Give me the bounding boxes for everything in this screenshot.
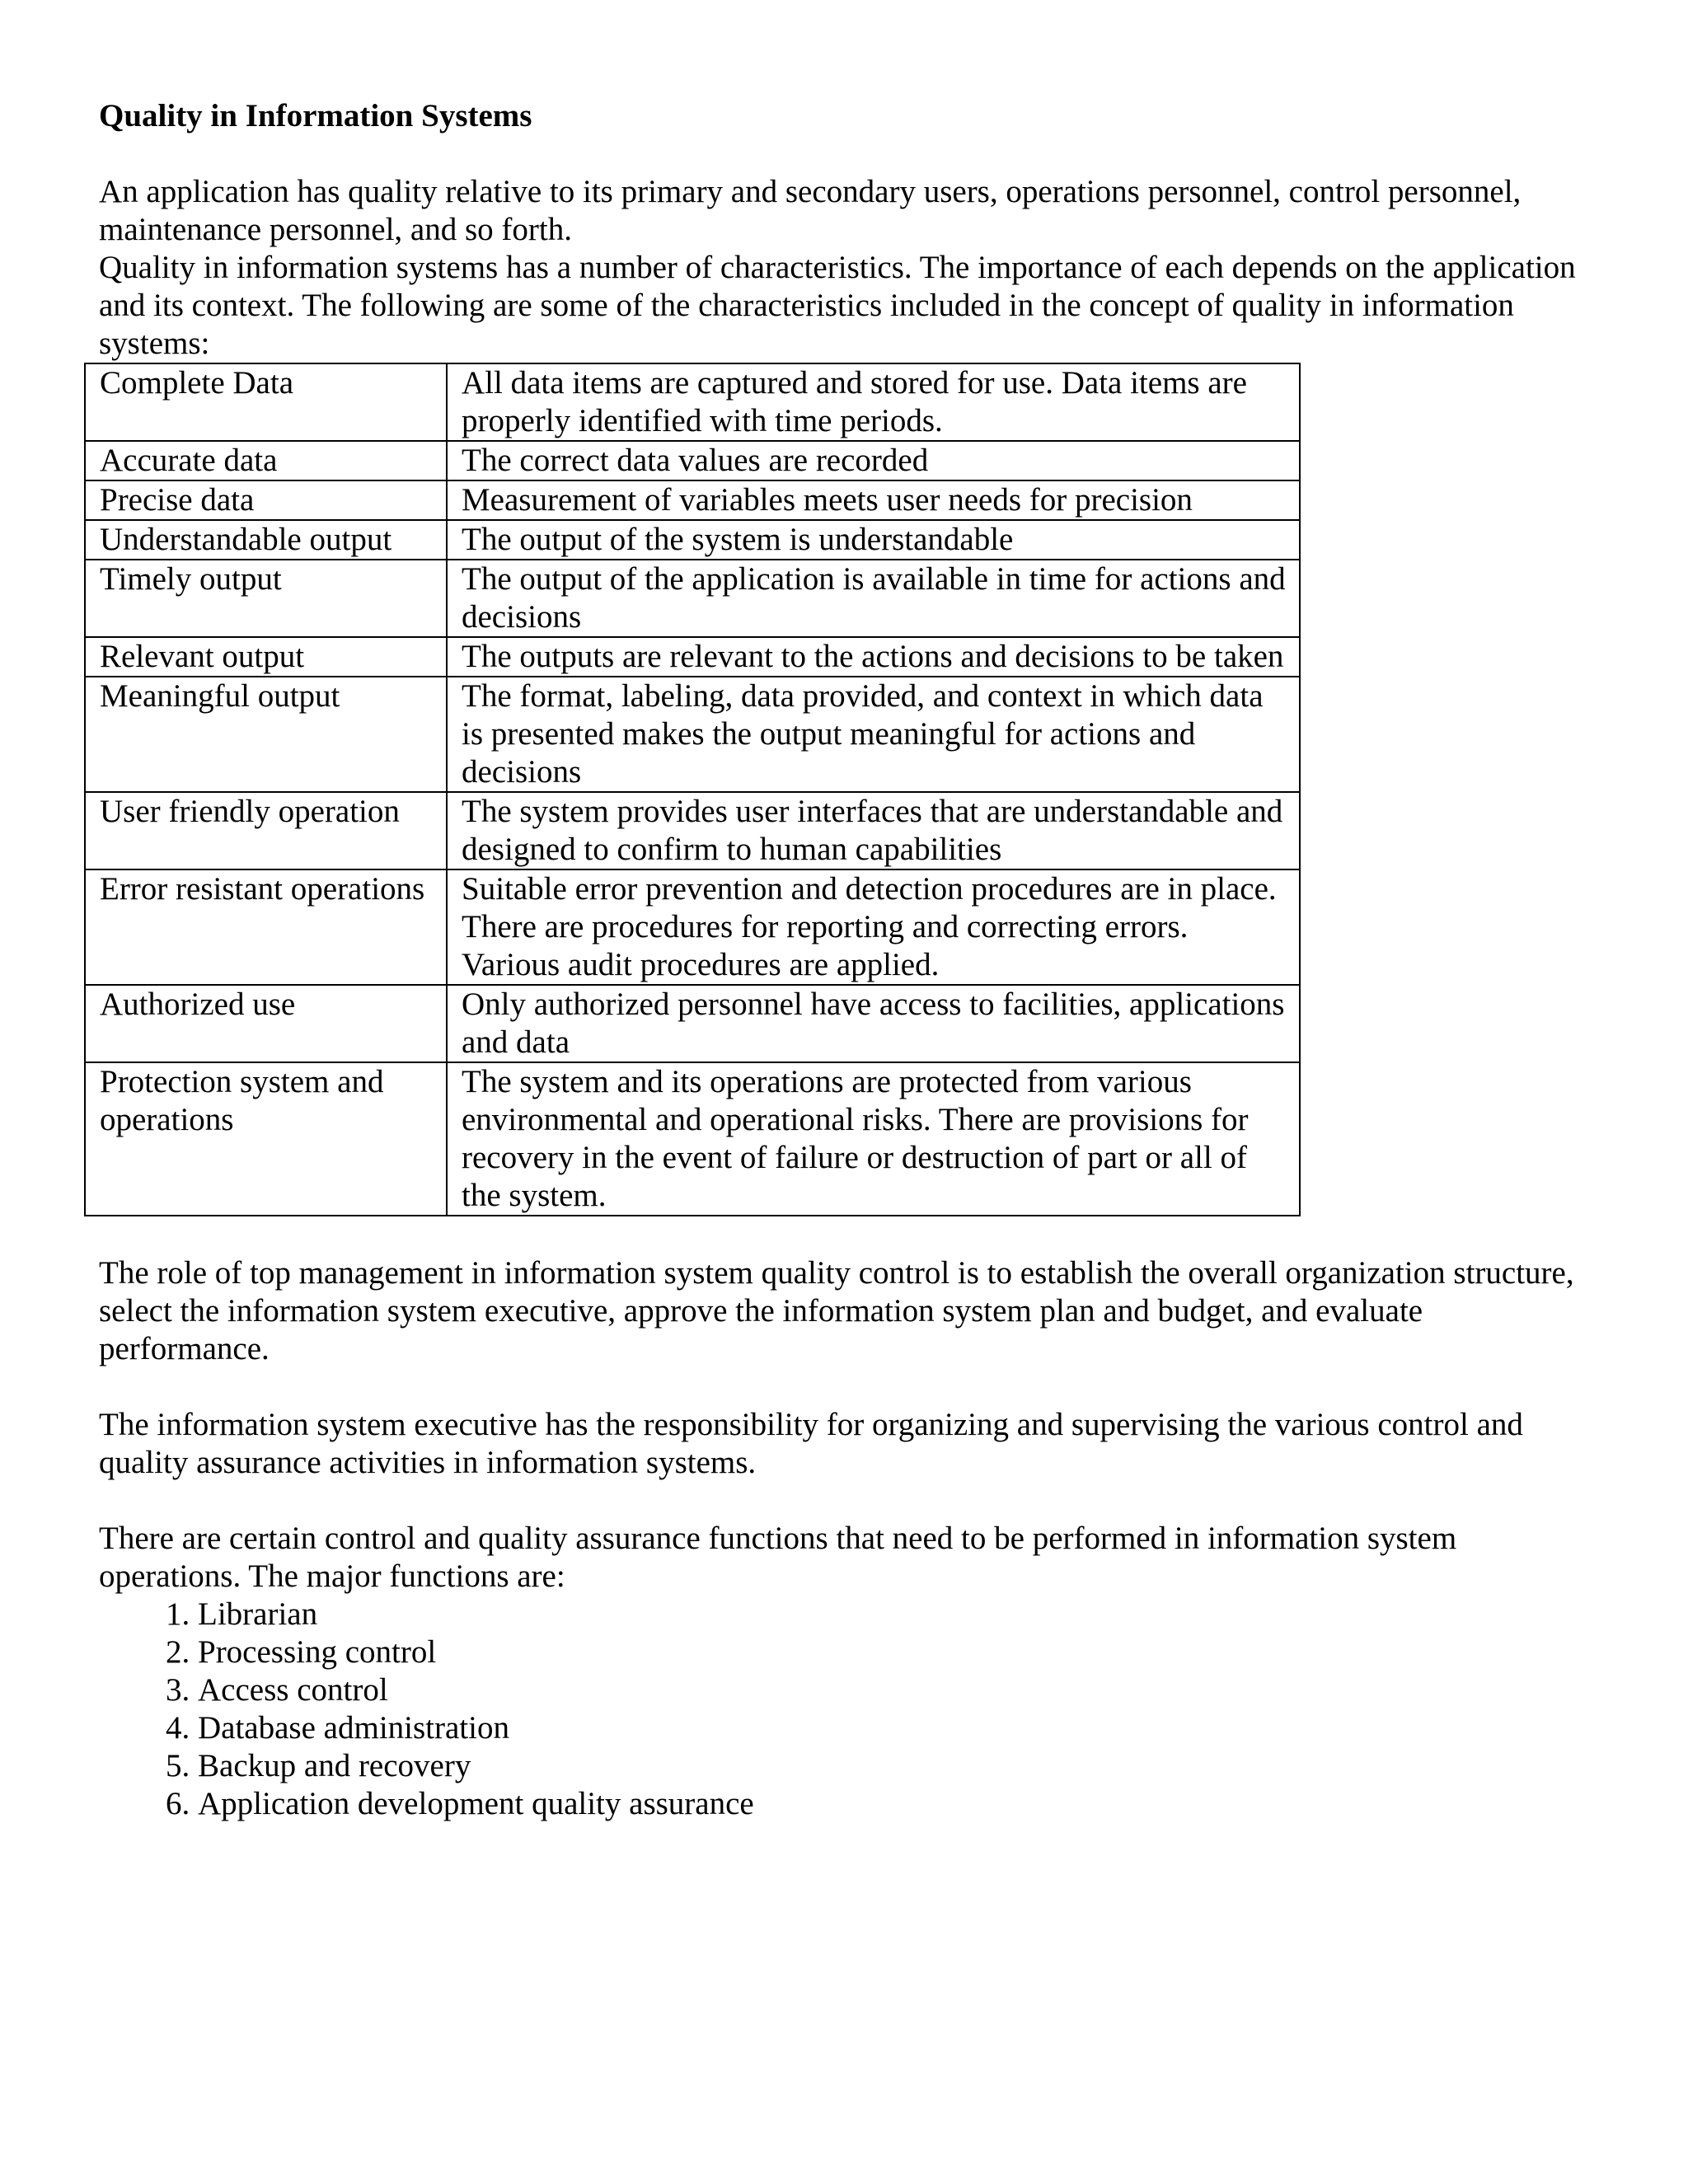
table-row [85, 869, 1300, 985]
table-cell-term: Protection system and operations [85, 1062, 447, 1216]
table-cell-term: Timely output [85, 560, 447, 637]
table-cell-term: Meaningful output [85, 677, 447, 792]
table-cell-term: Understandable output [85, 520, 447, 560]
table-cell-description: The system and its operations are protected from various environmental and operational risks. There are provisions for recovery in the event of failure or destruction of part or all of the system. [447, 1062, 1300, 1216]
table-row [85, 1062, 1300, 1216]
table-cell-description: The correct data values are recorded [447, 441, 1300, 480]
table-cell-term: Accurate data [85, 441, 447, 480]
table-row [85, 560, 1300, 637]
table-row [85, 480, 1300, 520]
intro-paragraph-2: Quality in information systems has a number of characteristics. The importance of each depends on the application and its context. The following are some of the characteristics included in the concept of quality in information systems: [99, 250, 1576, 361]
list-item: 1. Librarian [198, 1596, 1582, 1633]
body-paragraph-1: The role of top management in information system quality control is to establish the overall organization structure, select the information system executive, approve the information system plan and budget, and evaluate performance. [99, 1255, 1574, 1366]
intro-paragraph-1: An application has quality relative to its primary and secondary users, operations personnel, control personnel, maintenance personnel, and so forth. [99, 174, 1522, 247]
list-item: 2. Processing control [198, 1633, 1582, 1671]
table-row [85, 520, 1300, 560]
list-item: 4. Database administration [198, 1709, 1582, 1747]
table-cell-description: The output of the application is available in time for actions and decisions [447, 560, 1300, 637]
table-cell-description: Measurement of variables meets user needs for precision [447, 480, 1300, 520]
paragraph-spacer [99, 1368, 1582, 1406]
table-cell-description: All data items are captured and stored for use. Data items are properly identified with time periods. [447, 363, 1300, 441]
table-row [85, 637, 1300, 677]
table-cell-term: Authorized use [85, 985, 447, 1062]
table-cell-description: The output of the system is understandable [447, 520, 1300, 560]
table-row [85, 441, 1300, 480]
table-cell-description: The format, labeling, data provided, and context in which data is presented makes the output meaningful for actions and decisions [447, 677, 1300, 792]
table-cell-description: The system provides user interfaces that are understandable and designed to confirm to human capabilities [447, 792, 1300, 869]
table-row [85, 792, 1300, 869]
functions-list [99, 1596, 1582, 1823]
document-page [99, 97, 1582, 1823]
list-item: 3. Access control [198, 1671, 1582, 1709]
paragraph-spacer [99, 1482, 1582, 1520]
document-title: Quality in Information Systems [99, 98, 532, 134]
list-item: 6. Application development quality assurance [198, 1785, 1582, 1823]
quality-characteristics-table [84, 363, 1301, 1216]
table-cell-description: The outputs are relevant to the actions and decisions to be taken [447, 637, 1300, 677]
table-cell-term: Relevant output [85, 637, 447, 677]
table-row [85, 677, 1300, 792]
table-row [85, 363, 1300, 441]
body-paragraph-2: The information system executive has the responsibility for organizing and supervising the various control and quality assurance activities in information systems. [99, 1407, 1523, 1480]
table-cell-term: User friendly operation [85, 792, 447, 869]
body-paragraph-3: There are certain control and quality assurance functions that need to be performed in information system operations. The major functions are: [99, 1521, 1457, 1594]
table-cell-term: Error resistant operations [85, 869, 447, 985]
table-cell-term: Precise data [85, 480, 447, 520]
table-cell-description: Only authorized personnel have access to facilities, applications and data [447, 985, 1300, 1062]
table-cell-term: Complete Data [85, 363, 447, 441]
table-cell-description: Suitable error prevention and detection procedures are in place. There are procedures for reporting and correcting errors. Various audit procedures are applied. [447, 869, 1300, 985]
table-row [85, 985, 1300, 1062]
list-item: 5. Backup and recovery [198, 1747, 1582, 1785]
